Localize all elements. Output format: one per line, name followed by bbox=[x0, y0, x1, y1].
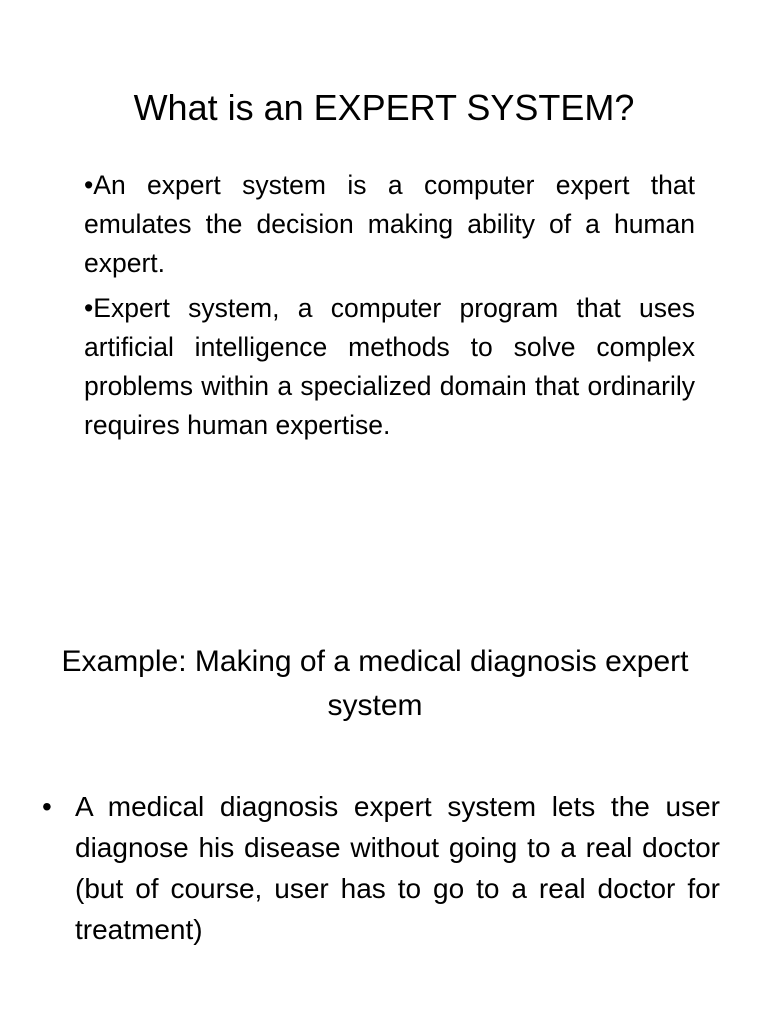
list-item bbox=[42, 786, 720, 950]
slide-1-bullet-list bbox=[84, 166, 695, 451]
list-item: •An expert system is a computer expert that emulates the decision making ability of a human expert. bbox=[84, 170, 695, 278]
list-item-text: A medical diagnosis expert system lets the user diagnose his disease without going to a real doctor (but of course, user has to go to a real doctor for treatment) bbox=[75, 791, 720, 945]
slide-2-bullet-list bbox=[42, 786, 720, 950]
slide-1-title: What is an EXPERT SYSTEM? bbox=[133, 87, 635, 128]
slide-2 bbox=[0, 512, 768, 1024]
slide-2-title: Example: Making of a medical diagnosis expert system bbox=[61, 645, 689, 722]
bullet-icon: • bbox=[42, 791, 52, 822]
list-item: •Expert system, a computer program that uses artificial intelligence methods to solve complex problems within a specialized domain that ordinarily requires human expertise. bbox=[84, 293, 695, 440]
